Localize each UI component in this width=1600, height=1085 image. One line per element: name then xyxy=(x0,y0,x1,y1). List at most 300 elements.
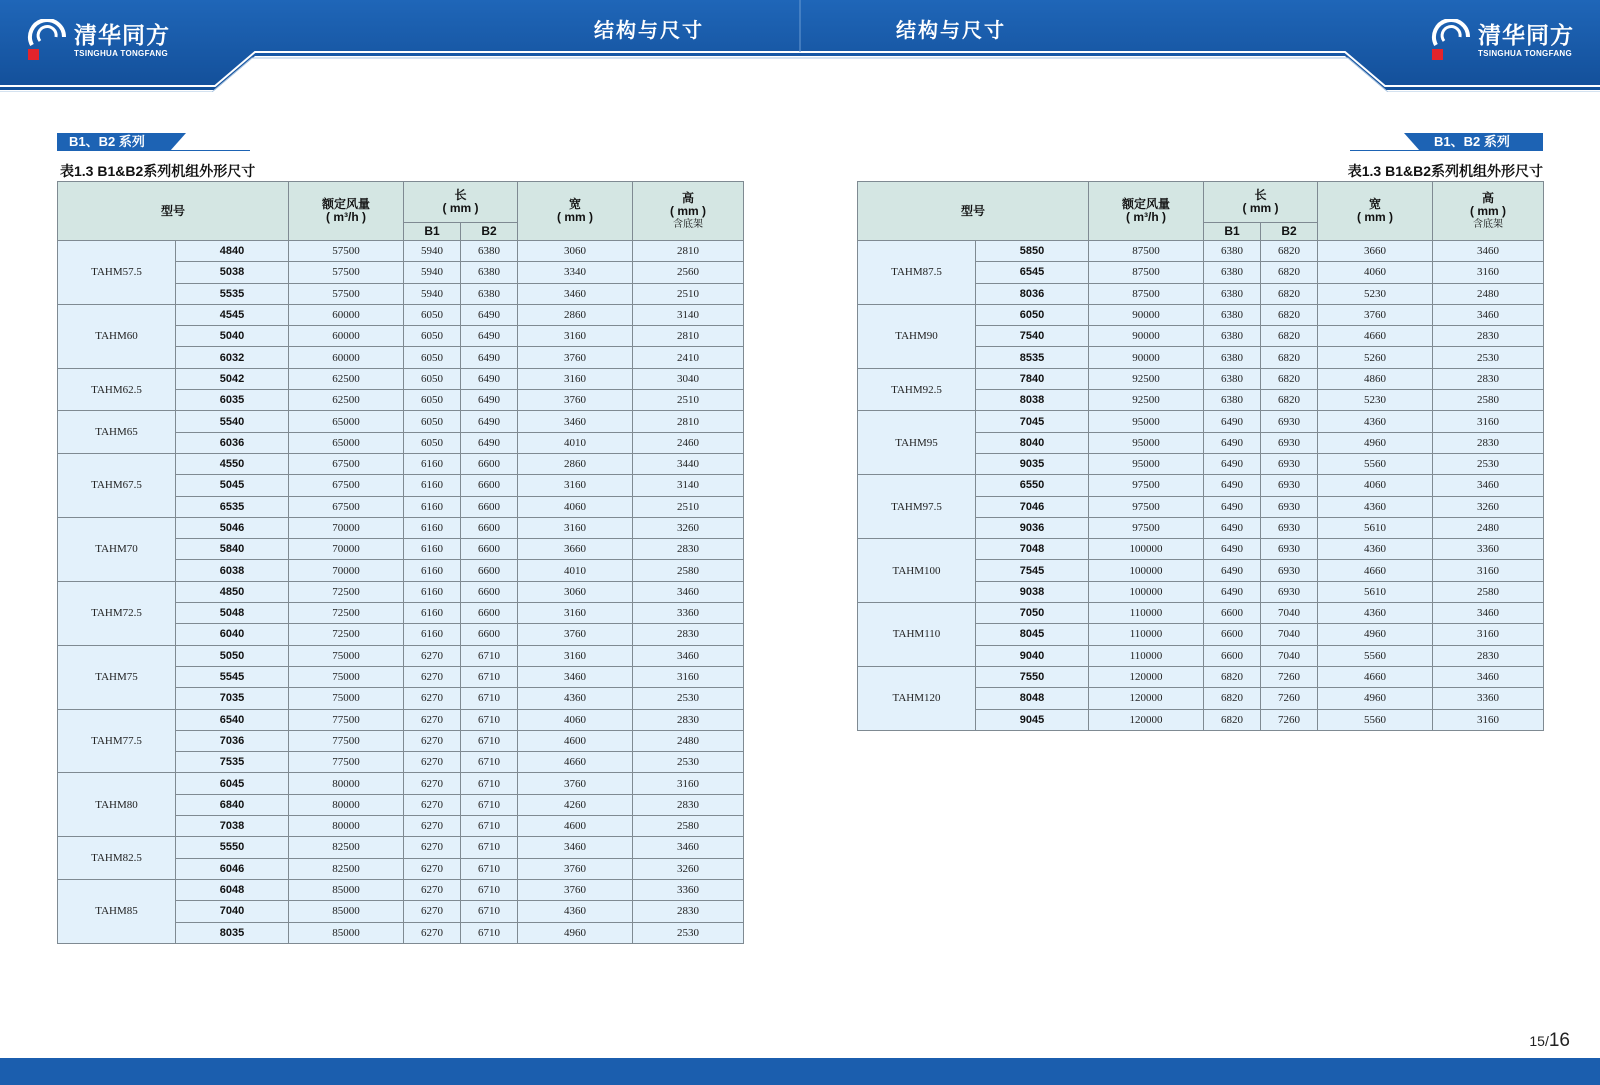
length-b1-cell: 6270 xyxy=(404,709,461,730)
width-cell: 3460 xyxy=(518,283,633,304)
width-cell: 3760 xyxy=(518,773,633,794)
unit-code: 5045 xyxy=(176,475,289,496)
length-b1-cell: 6160 xyxy=(404,624,461,645)
length-b1-cell: 6600 xyxy=(1204,624,1261,645)
length-b2-cell: 6930 xyxy=(1261,560,1318,581)
length-b1-cell: 6270 xyxy=(404,837,461,858)
width-cell: 3160 xyxy=(518,645,633,666)
width-cell: 4660 xyxy=(1318,560,1433,581)
length-b1-cell: 6270 xyxy=(404,752,461,773)
width-cell: 3160 xyxy=(518,603,633,624)
length-b2-cell: 7040 xyxy=(1261,603,1318,624)
airflow-cell: 95000 xyxy=(1089,453,1204,474)
length-b1-cell: 6050 xyxy=(404,326,461,347)
width-cell: 4360 xyxy=(1318,411,1433,432)
table-row xyxy=(58,879,744,900)
width-cell: 5230 xyxy=(1318,283,1433,304)
height-cell: 2460 xyxy=(633,432,744,453)
length-b2-cell: 6710 xyxy=(461,752,518,773)
airflow-cell: 57500 xyxy=(289,283,404,304)
unit-code: 7046 xyxy=(976,496,1089,517)
length-b1-cell: 6380 xyxy=(1204,390,1261,411)
airflow-cell: 100000 xyxy=(1089,560,1204,581)
model-cell: TAHM82.5 xyxy=(58,837,176,880)
length-b2-cell: 6930 xyxy=(1261,496,1318,517)
table-row xyxy=(858,603,1544,624)
airflow-cell: 110000 xyxy=(1089,645,1204,666)
length-b2-cell: 6710 xyxy=(461,730,518,751)
unit-code: 7035 xyxy=(176,688,289,709)
length-b1-cell: 6160 xyxy=(404,581,461,602)
width-cell: 3460 xyxy=(518,666,633,687)
dimensions-table-right xyxy=(857,181,1544,731)
length-b2-cell: 6930 xyxy=(1261,411,1318,432)
height-cell: 3260 xyxy=(633,858,744,879)
model-cell: TAHM72.5 xyxy=(58,581,176,645)
width-cell: 4010 xyxy=(518,560,633,581)
width-cell: 5260 xyxy=(1318,347,1433,368)
length-b2-cell: 6380 xyxy=(461,262,518,283)
width-cell: 4660 xyxy=(518,752,633,773)
header-length: 长 ( mm ) xyxy=(1204,182,1318,223)
height-cell: 3140 xyxy=(633,304,744,325)
height-cell: 3460 xyxy=(633,645,744,666)
width-cell: 3760 xyxy=(518,858,633,879)
width-cell: 4360 xyxy=(518,688,633,709)
length-b2-cell: 6710 xyxy=(461,922,518,943)
length-b1-cell: 6270 xyxy=(404,879,461,900)
unit-code: 7038 xyxy=(176,816,289,837)
height-cell: 2830 xyxy=(633,709,744,730)
length-b2-cell: 6930 xyxy=(1261,432,1318,453)
header-length: 长 ( mm ) xyxy=(404,182,518,223)
height-cell: 2530 xyxy=(633,688,744,709)
width-cell: 4060 xyxy=(518,496,633,517)
length-b1-cell: 6380 xyxy=(1204,241,1261,262)
unit-code: 6545 xyxy=(976,262,1089,283)
length-b2-cell: 6600 xyxy=(461,560,518,581)
width-cell: 4360 xyxy=(1318,496,1433,517)
length-b2-cell: 6600 xyxy=(461,581,518,602)
airflow-cell: 57500 xyxy=(289,241,404,262)
length-b2-cell: 6820 xyxy=(1261,304,1318,325)
length-b2-cell: 6490 xyxy=(461,432,518,453)
height-cell: 2530 xyxy=(633,752,744,773)
width-cell: 4010 xyxy=(518,432,633,453)
airflow-cell: 72500 xyxy=(289,624,404,645)
unit-code: 4850 xyxy=(176,581,289,602)
header-height: 高 ( mm ) 含底架 xyxy=(1433,182,1544,241)
model-cell: TAHM80 xyxy=(58,773,176,837)
header-width: 宽 ( mm ) xyxy=(1318,182,1433,241)
airflow-cell: 75000 xyxy=(289,645,404,666)
width-cell: 4360 xyxy=(518,901,633,922)
section-divider-right xyxy=(1350,150,1543,151)
airflow-cell: 87500 xyxy=(1089,283,1204,304)
height-cell: 2410 xyxy=(633,347,744,368)
unit-code: 5050 xyxy=(176,645,289,666)
height-cell: 2810 xyxy=(633,241,744,262)
unit-code: 5850 xyxy=(976,241,1089,262)
length-b1-cell: 6380 xyxy=(1204,347,1261,368)
unit-code: 8040 xyxy=(976,432,1089,453)
height-cell: 2510 xyxy=(633,390,744,411)
logo-cn-text: 清华同方 xyxy=(74,22,170,49)
unit-code: 8535 xyxy=(976,347,1089,368)
logo-left xyxy=(26,18,170,64)
height-cell: 3160 xyxy=(1433,624,1544,645)
height-cell: 3160 xyxy=(1433,411,1544,432)
height-cell: 3460 xyxy=(633,837,744,858)
width-cell: 4660 xyxy=(1318,666,1433,687)
logo-en-text: TSINGHUA TONGFANG xyxy=(1478,48,1572,58)
section-divider-left xyxy=(57,150,250,151)
model-cell: TAHM97.5 xyxy=(858,475,976,539)
height-cell: 2830 xyxy=(1433,368,1544,389)
length-b2-cell: 6710 xyxy=(461,901,518,922)
length-b2-cell: 6930 xyxy=(1261,539,1318,560)
airflow-cell: 60000 xyxy=(289,326,404,347)
length-b1-cell: 6600 xyxy=(1204,603,1261,624)
length-b1-cell: 6380 xyxy=(1204,326,1261,347)
height-cell: 3360 xyxy=(633,879,744,900)
height-cell: 2830 xyxy=(633,624,744,645)
length-b2-cell: 6600 xyxy=(461,496,518,517)
airflow-cell: 85000 xyxy=(289,901,404,922)
width-cell: 4360 xyxy=(1318,603,1433,624)
airflow-cell: 90000 xyxy=(1089,304,1204,325)
airflow-cell: 85000 xyxy=(289,879,404,900)
height-cell: 2510 xyxy=(633,496,744,517)
unit-code: 8038 xyxy=(976,390,1089,411)
width-cell: 3760 xyxy=(1318,304,1433,325)
width-cell: 4260 xyxy=(518,794,633,815)
length-b2-cell: 6820 xyxy=(1261,368,1318,389)
unit-code: 6048 xyxy=(176,879,289,900)
width-cell: 3760 xyxy=(518,347,633,368)
unit-code: 9036 xyxy=(976,517,1089,538)
length-b1-cell: 6380 xyxy=(1204,283,1261,304)
height-cell: 3360 xyxy=(1433,688,1544,709)
length-b1-cell: 6490 xyxy=(1204,432,1261,453)
width-cell: 3760 xyxy=(518,390,633,411)
airflow-cell: 67500 xyxy=(289,475,404,496)
airflow-cell: 85000 xyxy=(289,922,404,943)
height-cell: 2580 xyxy=(633,560,744,581)
table-row xyxy=(58,709,744,730)
unit-code: 8045 xyxy=(976,624,1089,645)
length-b1-cell: 6050 xyxy=(404,390,461,411)
airflow-cell: 110000 xyxy=(1089,603,1204,624)
length-b1-cell: 6270 xyxy=(404,922,461,943)
airflow-cell: 97500 xyxy=(1089,475,1204,496)
length-b2-cell: 6820 xyxy=(1261,262,1318,283)
model-cell: TAHM87.5 xyxy=(858,241,976,305)
width-cell: 4960 xyxy=(1318,688,1433,709)
model-cell: TAHM92.5 xyxy=(858,368,976,411)
length-b1-cell: 6270 xyxy=(404,773,461,794)
width-cell: 4600 xyxy=(518,816,633,837)
length-b1-cell: 6380 xyxy=(1204,262,1261,283)
length-b2-cell: 6600 xyxy=(461,517,518,538)
dimensions-table-left xyxy=(57,181,744,944)
length-b2-cell: 6490 xyxy=(461,390,518,411)
height-cell: 2480 xyxy=(1433,283,1544,304)
length-b1-cell: 6820 xyxy=(1204,709,1261,730)
width-cell: 4660 xyxy=(1318,326,1433,347)
unit-code: 7545 xyxy=(976,560,1089,581)
airflow-cell: 67500 xyxy=(289,453,404,474)
length-b2-cell: 6600 xyxy=(461,539,518,560)
airflow-cell: 120000 xyxy=(1089,666,1204,687)
height-cell: 3460 xyxy=(1433,304,1544,325)
model-cell: TAHM77.5 xyxy=(58,709,176,773)
airflow-cell: 80000 xyxy=(289,773,404,794)
height-cell: 3460 xyxy=(1433,475,1544,496)
length-b1-cell: 6490 xyxy=(1204,411,1261,432)
table-row xyxy=(858,304,1544,325)
logo-cn-text: 清华同方 xyxy=(1478,22,1574,49)
table-row xyxy=(858,411,1544,432)
table-body-right xyxy=(858,241,1544,731)
airflow-cell: 60000 xyxy=(289,347,404,368)
height-cell: 3160 xyxy=(1433,262,1544,283)
unit-code: 6535 xyxy=(176,496,289,517)
length-b2-cell: 6380 xyxy=(461,283,518,304)
length-b1-cell: 6490 xyxy=(1204,581,1261,602)
length-b2-cell: 6710 xyxy=(461,773,518,794)
length-b1-cell: 6270 xyxy=(404,794,461,815)
unit-code: 9035 xyxy=(976,453,1089,474)
width-cell: 3660 xyxy=(518,539,633,560)
unit-code: 4550 xyxy=(176,453,289,474)
height-cell: 2830 xyxy=(1433,326,1544,347)
width-cell: 4960 xyxy=(518,922,633,943)
table-row xyxy=(58,581,744,602)
airflow-cell: 97500 xyxy=(1089,517,1204,538)
model-cell: TAHM70 xyxy=(58,517,176,581)
height-cell: 3460 xyxy=(1433,241,1544,262)
length-b1-cell: 6160 xyxy=(404,560,461,581)
model-cell: TAHM65 xyxy=(58,411,176,454)
length-b2-cell: 6710 xyxy=(461,879,518,900)
height-cell: 2830 xyxy=(1433,432,1544,453)
airflow-cell: 70000 xyxy=(289,539,404,560)
header-model: 型号 xyxy=(858,182,1089,241)
airflow-cell: 72500 xyxy=(289,603,404,624)
unit-code: 9038 xyxy=(976,581,1089,602)
length-b1-cell: 6160 xyxy=(404,453,461,474)
width-cell: 3660 xyxy=(1318,241,1433,262)
unit-code: 8035 xyxy=(176,922,289,943)
height-cell: 2510 xyxy=(633,283,744,304)
length-b1-cell: 6600 xyxy=(1204,645,1261,666)
length-b2-cell: 6820 xyxy=(1261,241,1318,262)
header-b1: B1 xyxy=(404,223,461,241)
footer-band xyxy=(0,1058,1600,1085)
length-b2-cell: 6600 xyxy=(461,475,518,496)
model-cell: TAHM95 xyxy=(858,411,976,475)
length-b2-cell: 6820 xyxy=(1261,326,1318,347)
table-row xyxy=(58,241,744,262)
length-b1-cell: 5940 xyxy=(404,262,461,283)
table-row xyxy=(858,539,1544,560)
width-cell: 3160 xyxy=(518,517,633,538)
header-b1: B1 xyxy=(1204,223,1261,241)
unit-code: 6035 xyxy=(176,390,289,411)
height-cell: 2580 xyxy=(1433,390,1544,411)
unit-code: 5535 xyxy=(176,283,289,304)
unit-code: 4840 xyxy=(176,241,289,262)
width-cell: 2860 xyxy=(518,453,633,474)
model-cell: TAHM85 xyxy=(58,879,176,943)
height-cell: 3460 xyxy=(1433,666,1544,687)
length-b1-cell: 6490 xyxy=(1204,560,1261,581)
length-b2-cell: 6710 xyxy=(461,709,518,730)
unit-code: 4545 xyxy=(176,304,289,325)
length-b1-cell: 6050 xyxy=(404,411,461,432)
length-b1-cell: 6490 xyxy=(1204,475,1261,496)
height-cell: 3160 xyxy=(1433,709,1544,730)
unit-code: 8036 xyxy=(976,283,1089,304)
model-cell: TAHM90 xyxy=(858,304,976,368)
header-airflow: 额定风量 ( m³/h ) xyxy=(1089,182,1204,241)
airflow-cell: 97500 xyxy=(1089,496,1204,517)
height-cell: 3040 xyxy=(633,368,744,389)
length-b2-cell: 6930 xyxy=(1261,517,1318,538)
height-cell: 3140 xyxy=(633,475,744,496)
unit-code: 5545 xyxy=(176,666,289,687)
airflow-cell: 62500 xyxy=(289,390,404,411)
length-b2-cell: 6710 xyxy=(461,794,518,815)
airflow-cell: 120000 xyxy=(1089,688,1204,709)
header-title-right: 结构与尺寸 xyxy=(896,18,1006,42)
unit-code: 8048 xyxy=(976,688,1089,709)
width-cell: 4360 xyxy=(1318,539,1433,560)
table-row xyxy=(58,645,744,666)
airflow-cell: 100000 xyxy=(1089,581,1204,602)
width-cell: 3160 xyxy=(518,368,633,389)
length-b2-cell: 6490 xyxy=(461,304,518,325)
airflow-cell: 77500 xyxy=(289,730,404,751)
width-cell: 3160 xyxy=(518,326,633,347)
length-b1-cell: 6270 xyxy=(404,730,461,751)
unit-code: 9040 xyxy=(976,645,1089,666)
table-row xyxy=(858,475,1544,496)
length-b2-cell: 6380 xyxy=(461,241,518,262)
length-b1-cell: 6160 xyxy=(404,539,461,560)
header-airflow: 额定风量 ( m³/h ) xyxy=(289,182,404,241)
length-b1-cell: 6490 xyxy=(1204,496,1261,517)
length-b2-cell: 6710 xyxy=(461,837,518,858)
unit-code: 7535 xyxy=(176,752,289,773)
length-b1-cell: 6820 xyxy=(1204,666,1261,687)
length-b2-cell: 6930 xyxy=(1261,581,1318,602)
length-b2-cell: 7260 xyxy=(1261,709,1318,730)
table-row xyxy=(58,773,744,794)
length-b2-cell: 6820 xyxy=(1261,347,1318,368)
model-cell: TAHM110 xyxy=(858,603,976,667)
airflow-cell: 92500 xyxy=(1089,368,1204,389)
width-cell: 5230 xyxy=(1318,390,1433,411)
logo-mark-icon xyxy=(26,19,70,63)
airflow-cell: 75000 xyxy=(289,666,404,687)
unit-code: 5040 xyxy=(176,326,289,347)
width-cell: 3460 xyxy=(518,411,633,432)
length-b1-cell: 6050 xyxy=(404,368,461,389)
airflow-cell: 77500 xyxy=(289,709,404,730)
unit-code: 7040 xyxy=(176,901,289,922)
width-cell: 5610 xyxy=(1318,581,1433,602)
length-b1-cell: 6820 xyxy=(1204,688,1261,709)
model-cell: TAHM120 xyxy=(858,666,976,730)
length-b2-cell: 6490 xyxy=(461,326,518,347)
width-cell: 3340 xyxy=(518,262,633,283)
height-cell: 2810 xyxy=(633,326,744,347)
unit-code: 6540 xyxy=(176,709,289,730)
unit-code: 5042 xyxy=(176,368,289,389)
height-cell: 2530 xyxy=(1433,347,1544,368)
height-cell: 3160 xyxy=(633,773,744,794)
length-b2-cell: 6710 xyxy=(461,688,518,709)
airflow-cell: 82500 xyxy=(289,858,404,879)
header-width: 宽 ( mm ) xyxy=(518,182,633,241)
airflow-cell: 70000 xyxy=(289,517,404,538)
airflow-cell: 57500 xyxy=(289,262,404,283)
height-cell: 2830 xyxy=(1433,645,1544,666)
width-cell: 5560 xyxy=(1318,645,1433,666)
length-b1-cell: 5940 xyxy=(404,241,461,262)
unit-code: 5038 xyxy=(176,262,289,283)
airflow-cell: 100000 xyxy=(1089,539,1204,560)
unit-code: 7050 xyxy=(976,603,1089,624)
table-body-left xyxy=(58,241,744,944)
header-height: 高 ( mm ) 含底架 xyxy=(633,182,744,241)
table-row xyxy=(58,368,744,389)
height-cell: 2530 xyxy=(633,922,744,943)
unit-code: 7045 xyxy=(976,411,1089,432)
width-cell: 4960 xyxy=(1318,432,1433,453)
airflow-cell: 120000 xyxy=(1089,709,1204,730)
unit-code: 7048 xyxy=(976,539,1089,560)
table-row xyxy=(858,666,1544,687)
airflow-cell: 75000 xyxy=(289,688,404,709)
height-cell: 2830 xyxy=(633,794,744,815)
height-cell: 2480 xyxy=(633,730,744,751)
length-b1-cell: 6050 xyxy=(404,347,461,368)
width-cell: 5560 xyxy=(1318,709,1433,730)
model-cell: TAHM67.5 xyxy=(58,453,176,517)
width-cell: 2860 xyxy=(518,304,633,325)
length-b2-cell: 6490 xyxy=(461,347,518,368)
table-row xyxy=(858,241,1544,262)
height-cell: 3160 xyxy=(633,666,744,687)
width-cell: 4060 xyxy=(1318,262,1433,283)
width-cell: 4600 xyxy=(518,730,633,751)
unit-code: 6032 xyxy=(176,347,289,368)
airflow-cell: 77500 xyxy=(289,752,404,773)
width-cell: 4060 xyxy=(518,709,633,730)
length-b2-cell: 7260 xyxy=(1261,688,1318,709)
length-b2-cell: 6490 xyxy=(461,411,518,432)
length-b2-cell: 6710 xyxy=(461,858,518,879)
table-row xyxy=(58,453,744,474)
length-b2-cell: 6600 xyxy=(461,453,518,474)
unit-code: 6050 xyxy=(976,304,1089,325)
length-b1-cell: 6380 xyxy=(1204,368,1261,389)
unit-code: 5046 xyxy=(176,517,289,538)
airflow-cell: 90000 xyxy=(1089,347,1204,368)
